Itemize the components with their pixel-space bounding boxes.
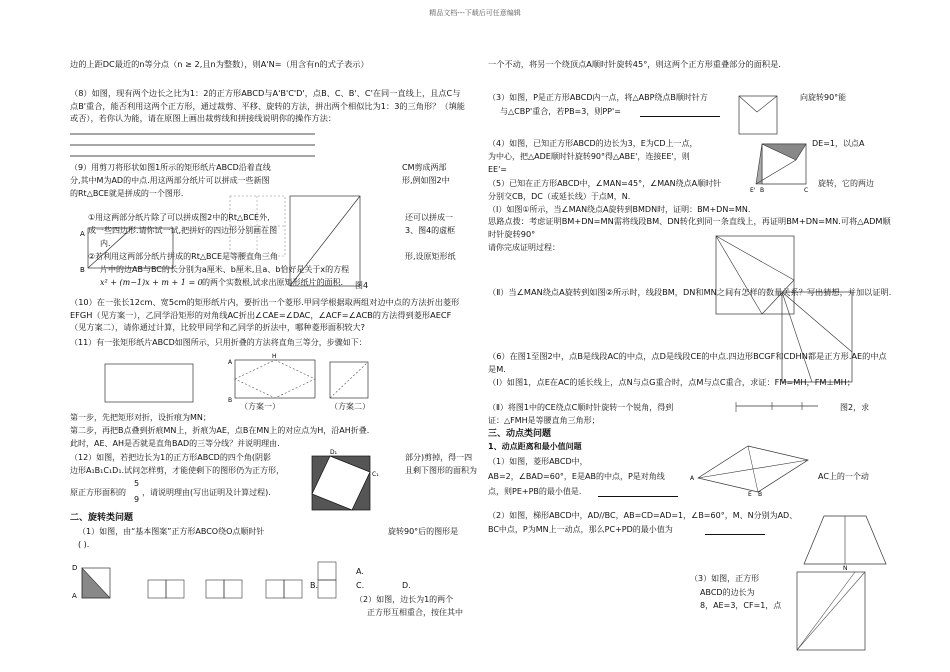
- question-9-part1b: 成一些四边形.请你试一试,把拼好的四边形分别画在图: [88, 226, 278, 235]
- sub-section-1: 1、动点距离和最小值问题: [488, 442, 582, 451]
- svg-text:D₁: D₁: [330, 449, 338, 456]
- motion-q3b: ABCD的边长为: [700, 588, 755, 597]
- rotate-q6c: （Ⅱ）将图1中的CE绕点C顺时针旋转一个锐角，得到: [488, 403, 674, 412]
- page-header: 精品文档---下载后可任意编辑: [429, 9, 521, 17]
- rotate-q3a: （3）如图，P是正方形ABCD内一点，将△ABP绕点B顺时针方: [488, 93, 708, 102]
- rhombus-figure: [688, 438, 818, 498]
- svg-text:A: A: [228, 359, 233, 366]
- question-9-part2-right: 形,设原矩形纸: [405, 252, 456, 261]
- motion-q1a: （1）如图，菱形ABCD中，: [488, 457, 588, 466]
- rotate-q3-blank[interactable]: [640, 108, 720, 117]
- motion-q1c: AC上的一个动: [818, 472, 869, 481]
- svg-text:A: A: [80, 230, 85, 238]
- rotate-q6b: [488, 376, 893, 392]
- section-3-title: 三、动点类问题: [488, 429, 552, 439]
- svg-text:A: A: [690, 475, 695, 482]
- rotate-q6a-text: （6）在图1至图2中，点B是线段AC的中点，点D是线段CE的中点.四边形BCGF和CDHN都是正方形.AE的中点是M.: [488, 351, 887, 374]
- question-9-part2b: 片中的边AB与BC的长分别为a厘米、b厘米,且a、b恰好是关于x的方程: [100, 265, 350, 274]
- question-8-text: （8）如图，现有两个边长之比为1：2的正方形ABCD与A'B'C'D'，点B、C、B'、C'在同一直线上，且点C与点B'重合，能否利用这两个正方形，通过裁剪、平移、旋转的方法，拼出两个相似比为1：3的三角形？（填能或否），若你认为能，请在原图上画出裁剪线和拼接线说明你的操作方法：: [70, 88, 465, 124]
- question-9-right1: CM剪成两部: [402, 163, 447, 172]
- option-b[interactable]: B.: [310, 581, 319, 590]
- rotate-q1c: ( ).: [78, 540, 90, 549]
- question-9-part2: ②若利用这两部分纸片拼成的Rt△BCE是等腰直角三角: [88, 252, 279, 261]
- option-d[interactable]: D.: [402, 581, 411, 590]
- svg-text:H: H: [272, 353, 277, 360]
- question-12e: 原正方形面积的: [70, 488, 126, 497]
- rotate-q6-figure: [732, 396, 822, 416]
- rotate-q5c: 分别交CB，DC（或延长线）于点M，N.: [488, 192, 631, 201]
- question-9-part2c: 的两个实数根,试求出原矩形纸片的面积.: [202, 278, 344, 287]
- question-9-right2: 形,例如图2中: [402, 176, 450, 185]
- motion-q2a: （2）如图，梯形ABCD中，AD//BC，AB=CD=AD=1，∠B=60°，M、N分别为AD、: [488, 511, 798, 520]
- rotate-q5b: 旋转，它的两边: [818, 179, 874, 188]
- question-9-part1-right2: 3、图4的虚框: [405, 226, 456, 235]
- rotate-q6d: 图2，求: [840, 403, 870, 412]
- rotate-q6a: [488, 350, 893, 378]
- right-q2-tail-text: 一个不动，将另一个绕顶点A顺时针旋转45°，则这两个正方形重叠部分的面积是.: [488, 59, 781, 69]
- rotate-q4c: 为中心，把△ADE顺时针旋转90°得△ABE'，连接EE'，则: [488, 152, 690, 161]
- answer-lines: [70, 132, 320, 162]
- rotate-q4-figure: [748, 138, 818, 194]
- rotate-q4a: （4）如图，已知正方形ABCD的边长为3，E为CD上一点，: [488, 139, 698, 148]
- question-9-line3: 的Rt△BCE就是拼成的一个图形.: [70, 189, 184, 198]
- motion-q1d: 点，则PE+PB的最小值是.: [488, 487, 582, 496]
- motion-q2b: BC中点，P为MN上一动点，那么PC+PD的最小值为: [488, 525, 673, 534]
- question-12c: 边形A₁B₁C₁D₁.试问怎样剪，才能使剩下的图形仍为正方形，: [70, 466, 285, 475]
- rotate-q3b: 向旋转90°能: [800, 93, 847, 102]
- rotate-q5f: 请你完成证明过程：: [488, 243, 560, 252]
- question-9-equation: x² + (m−1)x + m + 1 = 0: [100, 278, 203, 287]
- svg-text:B: B: [758, 491, 763, 498]
- question-9-part1c: 内.: [100, 239, 111, 248]
- question-9-part1: ①用这两部分纸片除了可以拼成图2中的Rt△BCE外,: [88, 213, 270, 222]
- plan-1-label: （方案一）: [240, 402, 280, 411]
- motion-q3c: 8，AE=3，CF=1，点: [700, 601, 782, 610]
- motion-q1b: AB=2，∠BAD=60°，E是AB的中点，P是对角线: [488, 472, 665, 481]
- fraction-numerator: 5: [134, 479, 140, 488]
- rotate-q5g-text: （Ⅱ）当∠MAN绕点A旋转到如图②所示时，线段BM，DN和MN之间有怎样的数量关系？写出猜想，并加以证明.: [488, 287, 892, 297]
- question-9-part1-right: 还可以拼成一: [405, 213, 453, 222]
- question-12b: 部分)剪掉，得一四: [405, 453, 473, 462]
- trapezoid-figure: [800, 510, 890, 570]
- rotate-q5d: （Ⅰ）如图①所示，当∠MAN绕点A旋转到BMDN时，证明：BM+DN=MN.: [488, 205, 751, 214]
- question-9-line2: 分,其中M为AD的中点.用这两部分纸片可以拼成一些新图: [70, 176, 270, 185]
- rotate-q5g: [488, 286, 893, 302]
- svg-text:B: B: [760, 187, 765, 194]
- fraction-denominator: 9: [134, 495, 140, 504]
- rotate-q2a: （2）如图，边长为1的两个: [355, 595, 454, 604]
- svg-text:C₁: C₁: [372, 471, 379, 478]
- question-12d: 且剩下图形的面积为: [405, 466, 477, 475]
- rotate-q6b-text: （Ⅰ）如图1，点E在AC的延长线上，点N与点G重合时，点M与点C重合，求证：FM=MH，FM⊥MH；: [488, 377, 856, 387]
- rotate-q4d: EE'=: [488, 165, 508, 174]
- svg-text:B: B: [228, 397, 233, 404]
- svg-text:C: C: [804, 187, 809, 194]
- rotate-q4b: DE=1，以点A: [812, 139, 865, 148]
- rotate-q2b: 正方形互相重合，按住其中: [367, 608, 463, 617]
- svg-text:B: B: [80, 266, 85, 274]
- plan-2-label: （方案二）: [330, 402, 370, 411]
- rotate-q3c: 与△CBP'重合，若PB=3，则PP'=: [500, 107, 621, 116]
- rotate-q5a: （5）已知在正方形ABCD中，∠MAN=45°，∠MAN绕点A顺时针: [488, 179, 722, 188]
- left-col-top: [70, 58, 470, 74]
- svg-text:E': E': [750, 187, 756, 194]
- option-a[interactable]: A.: [356, 567, 364, 576]
- motion-q3a: （3）如图，正方形: [690, 574, 760, 583]
- prev-question-tail: 边的上距DC最近的n等分点（n ≥ 2,且n为整数），则A'N=（用含有n的式子表示）: [70, 59, 369, 69]
- question-12: （12）如图，若把边长为1的正方形ABCD的四个角(阴影: [70, 453, 271, 462]
- right-q2-tail: [488, 58, 888, 74]
- motion-q1-blank[interactable]: [598, 488, 678, 497]
- svg-text:N: N: [843, 565, 848, 572]
- section-2-title: 二、旋转类问题: [70, 513, 134, 523]
- rotate-q1b: 旋转90°后的图形是: [388, 527, 459, 536]
- option-c[interactable]: C.: [356, 581, 365, 590]
- rotation-options-figure: [70, 558, 370, 613]
- question-9-line1: （9）用剪刀将形状如图1所示的矩形纸片ABCD沿着直线: [70, 163, 271, 172]
- rotate-q1a: （1）如图，由“基本图案”正方形ABCO绕O点顺时针: [78, 527, 265, 536]
- rotate-q3-figure: [735, 92, 785, 137]
- question-12-figure: [310, 449, 380, 512]
- rotate-q6e: 证：△FMH是等腰直角三角形；: [488, 416, 600, 425]
- question-11: （11）有一张矩形纸片ABCD如图所示，只用折叠的方法将直角三等分，步骤如下：: [70, 338, 367, 347]
- figure-4-label: 图4: [355, 281, 369, 290]
- question-8: [70, 87, 465, 128]
- step-1: 第一步，先把矩形对折，设折痕为MN；: [70, 413, 211, 422]
- question-10: [70, 296, 465, 337]
- square-figure-q3: [795, 570, 867, 652]
- step-3: 此时，AE、AH是否就是直角BAD的三等分线？并说明理由.: [70, 439, 280, 448]
- rotate-q5e-text: 思路点拨：考虑证明BM+DN=MN需将线段BM、DN转化到同一条直线上，再证明BM+DN=MN.可将△ADM顺时针旋转90°: [488, 216, 891, 239]
- motion-q2-blank[interactable]: [705, 526, 765, 535]
- svg-text:E: E: [748, 491, 752, 498]
- question-10-text: （10）在一张长12cm、宽5cm的矩形纸片内，要折出一个菱形.甲同学根据取两组对边中点的方法折出菱形EFGH（见方案一），乙同学沿矩形的对角线AC折出∠CAE=∠DAC，∠ACF=∠ACB的方法得到菱形AECF（见方案二），请你通过计算，比较甲同学和乙同学的折法中，哪种菱形面积较大?: [70, 297, 460, 333]
- svg-text:A: A: [72, 592, 77, 600]
- svg-text:D: D: [72, 564, 78, 572]
- question-12f: ，请说明理由(写出证明及计算过程).: [142, 488, 271, 497]
- step-2: 第二步，再把B点叠到折痕MN上，折痕为AE，点B在MN上的对应点为H，沿AH折叠.: [70, 426, 370, 435]
